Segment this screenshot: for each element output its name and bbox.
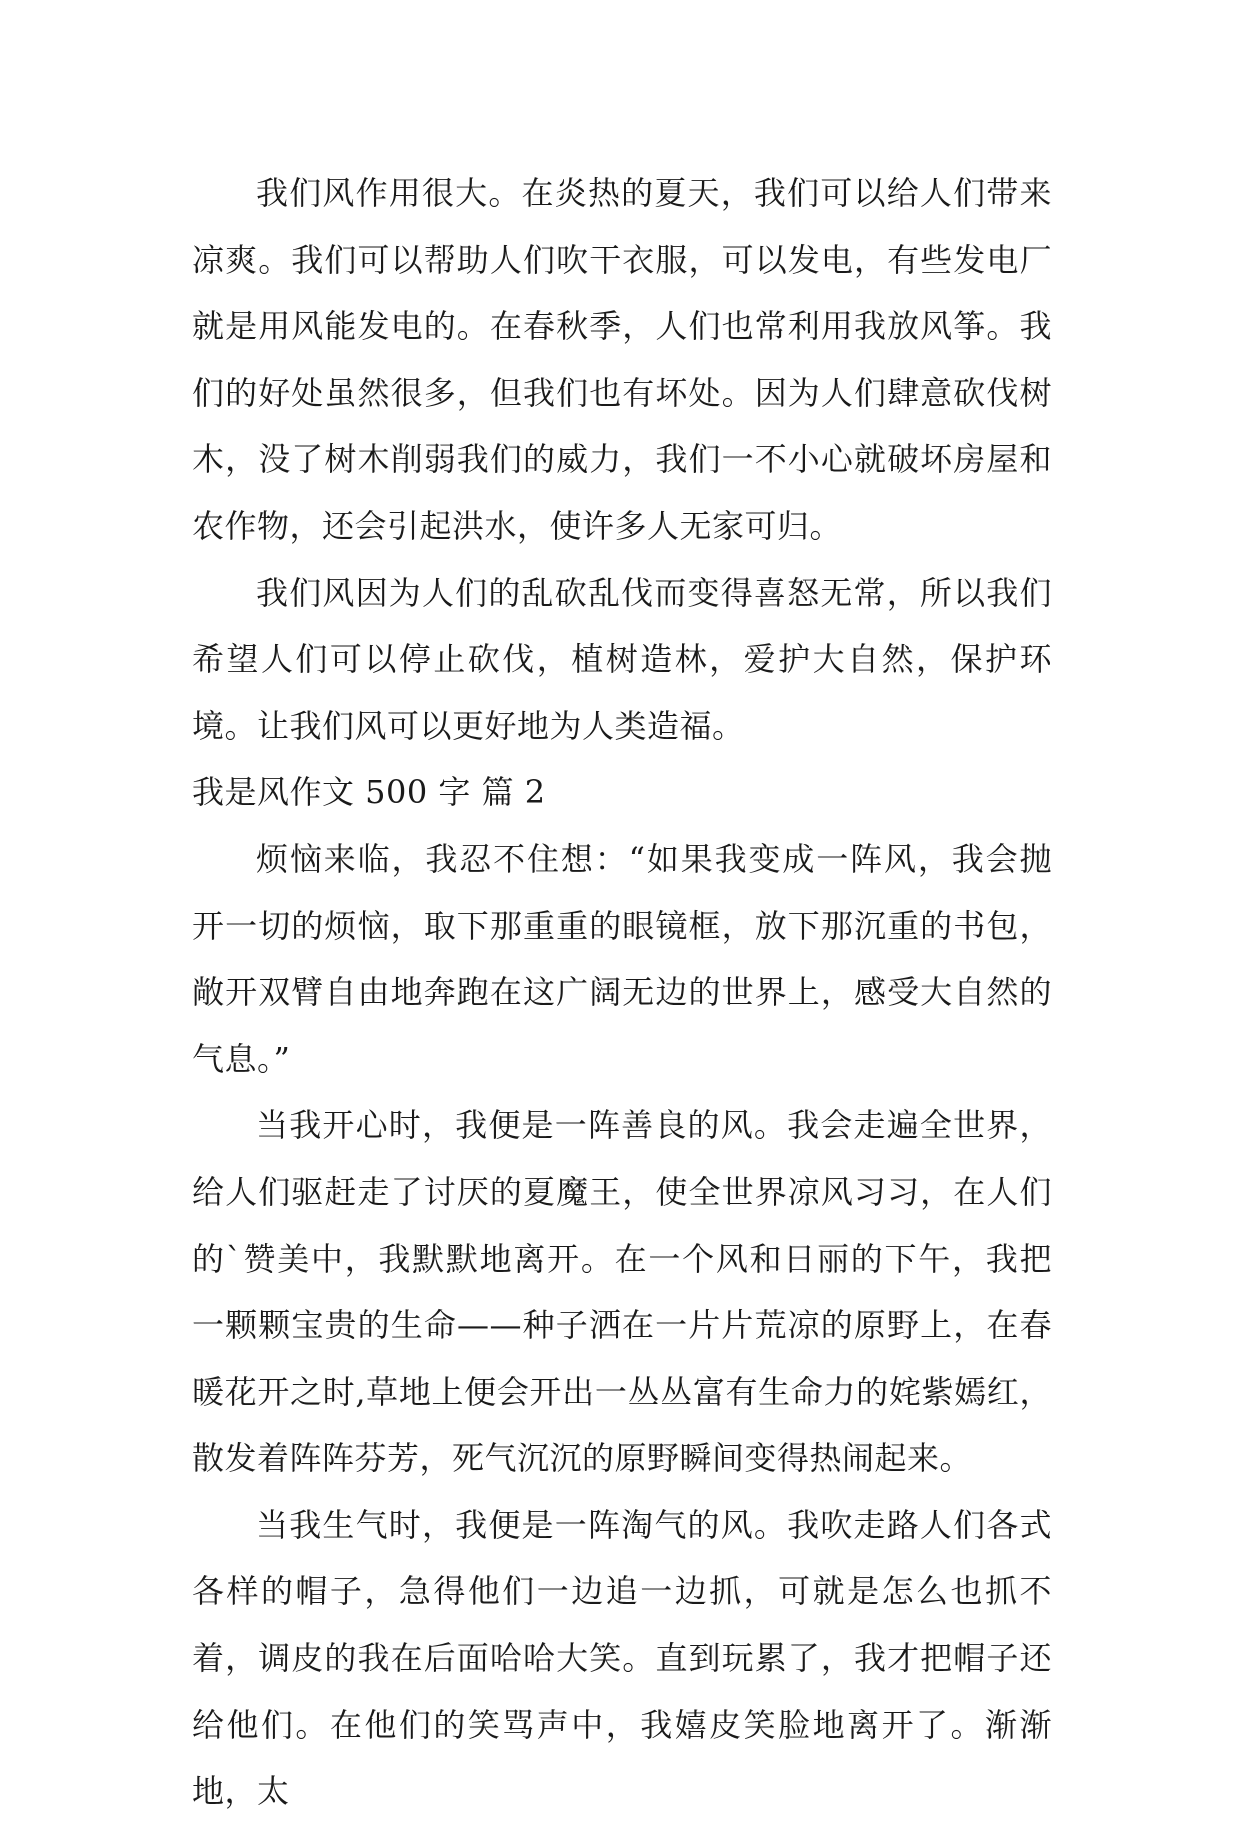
- paragraph-worries: 烦恼来临，我忍不住想：“如果我变成一阵风，我会抛开一切的烦恼，取下那重重的眼镜框，放下那沉重的书包，敞开双臂自由地奔跑在这广阔无边的世界上，感受大自然的气息。”: [192, 839, 1052, 1078]
- document-page: [192, 160, 1052, 1825]
- paragraph-angry-wind: 当我生气时，我便是一阵淘气的风。我吹走路人们各式各样的帽子，急得他们一边追一边抓，可就是怎么也抓不着，调皮的我在后面哈哈大笑。直到玩累了，我才把帽子还给他们。在他们的笑骂声中，我嬉皮笑脸地离开了。渐渐地，太: [192, 1505, 1052, 1811]
- paragraph-wind-uses: 我们风作用很大。在炎热的夏天，我们可以给人们带来凉爽。我们可以帮助人们吹干衣服，可以发电，有些发电厂就是用风能发电的。在春秋季，人们也常利用我放风筝。我们的好处虽然很多，但我们也有坏处。因为人们肆意砍伐树木，没了树木削弱我们的威力，我们一不小心就破坏房屋和农作物，还会引起洪水，使许多人无家可归。: [192, 174, 1052, 545]
- section-title: 我是风作文 500 字 篇 2: [192, 773, 546, 812]
- paragraph-happy-wind: 当我开心时，我便是一阵善良的风。我会走遍全世界，给人们驱赶走了讨厌的夏魔王，使全世界凉风习习，在人们的`赞美中，我默默地离开。在一个风和日丽的下午，我把一颗颗宝贵的生命——种子洒在一片片荒凉的原野上，在春暖花开之时,草地上便会开出一丛丛富有生命力的姹紫嫣红，散发着阵阵芬芳，死气沉沉的原野瞬间变得热闹起来。: [192, 1106, 1052, 1478]
- paragraph-wind-hope: 我们风因为人们的乱砍乱伐而变得喜怒无常，所以我们希望人们可以停止砍伐，植树造林，爱护大自然，保护环境。让我们风可以更好地为人类造福。: [192, 573, 1052, 745]
